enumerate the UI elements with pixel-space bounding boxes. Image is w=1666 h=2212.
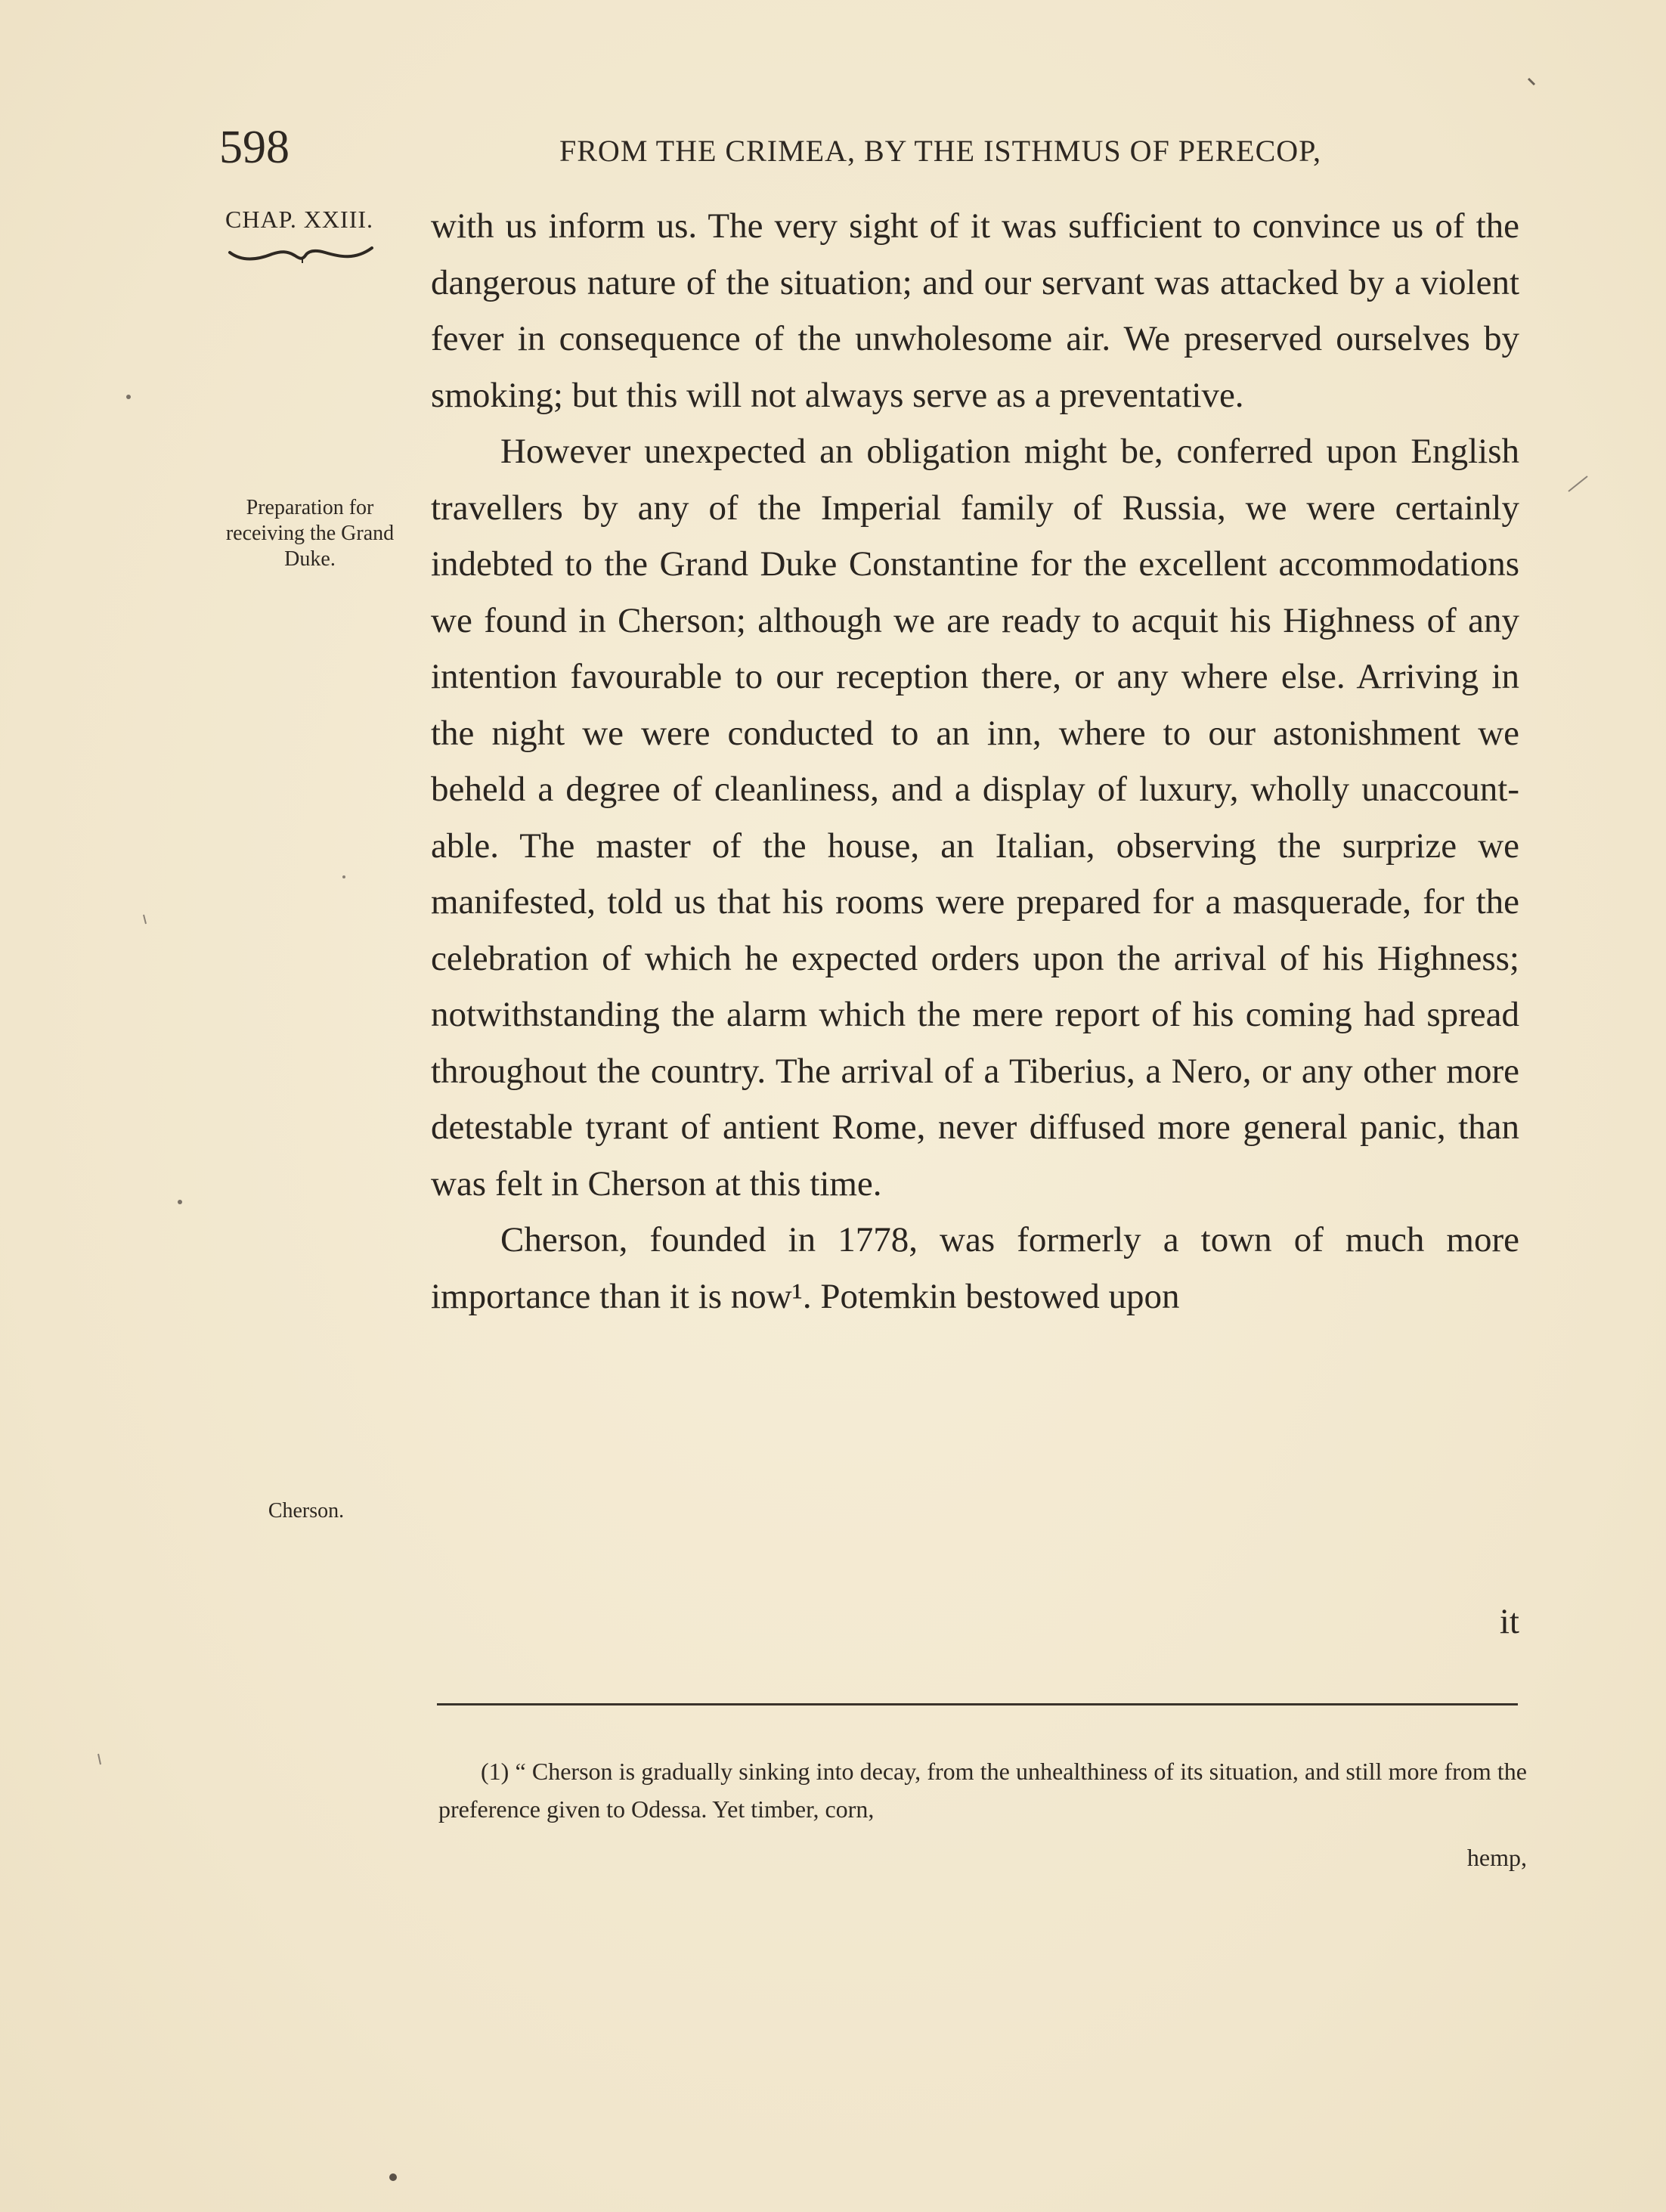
paragraph-3: Cherson, founded in 1778, was formerly a town of much more importance than it is now¹. Potemkin bestowed upon — [431, 1220, 1519, 1316]
running-head: FROM THE CRIMEA, BY THE ISTHMUS OF PERECOP, — [559, 134, 1321, 168]
footnote-catchword: hemp, — [1466, 1844, 1527, 1871]
paragraph-2: However unexpected an obligation might be, conferred upon English travellers by any of the Imperial family of Russia, we were certainly indebted to the Grand Duke Constantine for the excellent accommodations we found in Cherson; although we are ready to acquit his Highness of any intention favourable to our reception there, or any where else. Arriving in the night we were conducted to an inn, where to our astonishment we beheld a degree of cleanliness, and a display of luxury, wholly unaccount-able. The master of the house, an Italian, observing the surprize we manifested, told us that his rooms were prepared for a masquerade, for the celebration of which he expected orders upon the arrival of his Highness; notwithstanding the alarm which the mere report of his coming had spread throughout the country. The arrival of a Tiberius, a Nero, or any other more detestable tyrant of antient Rome, never diffused more general panic, than was felt in Cherson at this time. — [431, 432, 1519, 1204]
paragraph-1: with us inform us. The very sight of it was sufficient to convince us of the dangerous nature of the situation; and our servant was attacked by a violent fever in consequence of the unwholesome air. We preserved ourselves by smoking; but this will not always serve as a preventative. — [431, 206, 1519, 415]
sidenote-preparation: Preparation for receiving the Grand Duke. — [225, 496, 395, 571]
chapter-label: CHAP. XXIII. — [225, 206, 373, 233]
main-text-block — [431, 198, 1519, 1324]
chapter-flourish-ornament — [227, 243, 378, 274]
footnote-divider — [437, 1703, 1518, 1705]
page-number: 598 — [219, 122, 290, 173]
footnote-1: (1) “ Cherson is gradually sinking into decay, from the unhealthiness of its situation, and still more from the preference given to Odessa. Yet timber, corn, — [438, 1758, 1527, 1823]
page-header — [219, 121, 1519, 174]
catchword: it — [1499, 1602, 1519, 1641]
sidenote-cherson: Cherson. — [268, 1499, 345, 1523]
